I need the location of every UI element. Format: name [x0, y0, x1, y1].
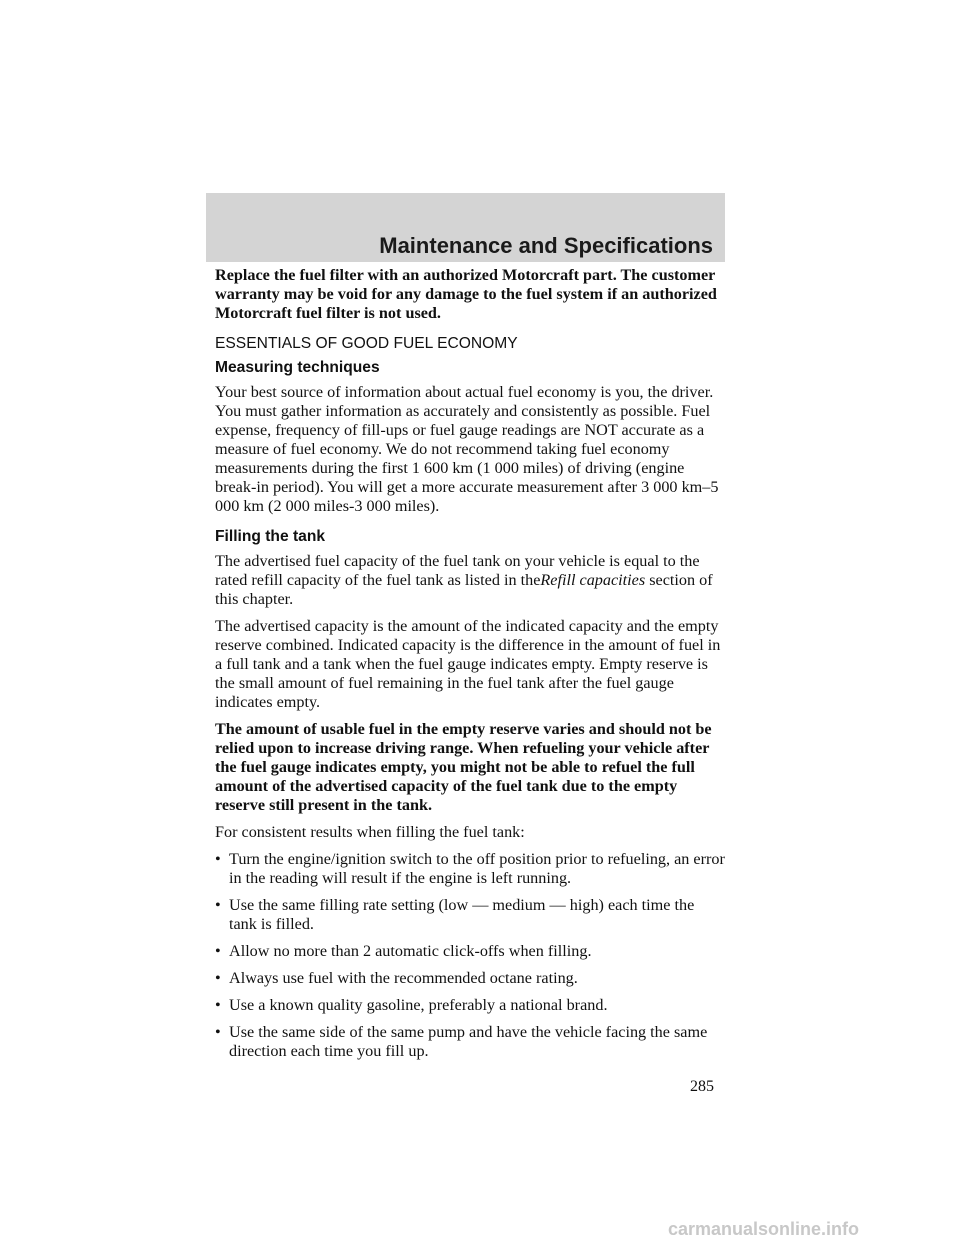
- list-item: [215, 969, 725, 988]
- consistent-results-intro: For consistent results when filling the fuel tank:: [215, 823, 525, 841]
- page-content: [215, 266, 725, 1069]
- bullet-icon: •: [215, 969, 221, 987]
- refill-capacity-paragraph: [215, 552, 725, 609]
- bullet-icon: •: [215, 996, 221, 1014]
- refill-capacity-tail: section of this chapter.: [215, 571, 713, 608]
- filling-tips-list: [215, 850, 725, 1061]
- list-item: [215, 1023, 725, 1061]
- page-number: 285: [690, 1078, 714, 1095]
- list-item-text: Use the same side of the same pump and have the vehicle facing the same direction each time you fill up.: [229, 1023, 708, 1060]
- list-item-text: Turn the engine/ignition switch to the off position prior to refueling, an error in the reading will result if the engine is left running.: [229, 850, 725, 887]
- measuring-techniques-paragraph: Your best source of information about actual fuel economy is you, the driver. You must gather information as accurately and consistently as possible. Fuel expense, frequency of fill-ups or fuel gauge readings are NOT accurate as a measure of fuel economy. We do not recommend taking fuel economy measurements during the first 1 600 km (1 000 miles) of driving (engine break-in period). You will get a more accurate measurement after 3 000 km–5 000 km (2 000 miles-3 000 miles).: [215, 383, 719, 515]
- refill-capacities-reference: Refill capacities: [540, 571, 646, 589]
- bullet-icon: •: [215, 1023, 221, 1041]
- section-header-band: [206, 193, 725, 262]
- list-item-text: Allow no more than 2 automatic click-offs when filling.: [229, 942, 592, 960]
- bullet-icon: •: [215, 850, 221, 868]
- empty-reserve-warning: The amount of usable fuel in the empty reserve varies and should not be relied upon to increase driving range. When refueling your vehicle after the fuel gauge indicates empty, you might not be able to refuel the full amount of the advertised capacity of the fuel tank due to the empty reserve still present in the tank.: [215, 720, 712, 814]
- filling-tank-heading: Filling the tank: [215, 528, 326, 545]
- list-item-text: Use the same filling rate setting (low — medium — high) each time the tank is filled.: [229, 896, 695, 933]
- watermark: carmanualsonline.info: [668, 1219, 860, 1239]
- measuring-techniques-heading: Measuring techniques: [215, 359, 380, 376]
- list-item: [215, 850, 725, 888]
- fuel-filter-warning: Replace the fuel filter with an authorized Motorcraft part. The customer warranty may be void for any damage to the fuel system if an authorized Motorcraft fuel filter is not used.: [215, 266, 717, 322]
- bullet-icon: •: [215, 942, 221, 960]
- list-item: [215, 996, 725, 1015]
- list-item-text: Always use fuel with the recommended octane rating.: [229, 969, 578, 987]
- list-item-text: Use a known quality gasoline, preferably a national brand.: [229, 996, 608, 1014]
- list-item: [215, 896, 725, 934]
- advertised-capacity-paragraph: The advertised capacity is the amount of the indicated capacity and the empty reserve combined. Indicated capacity is the difference in the amount of fuel in a full tank and a tank when the fuel gauge indicates empty. Empty reserve is the small amount of fuel remaining in the fuel tank after the fuel gauge indicates empty.: [215, 617, 721, 711]
- section-heading: ESSENTIALS OF GOOD FUEL ECONOMY: [215, 335, 518, 352]
- refill-capacity-text: The advertised fuel capacity of the fuel tank on your vehicle is equal to the rated refill capacity of the fuel tank as listed in the: [215, 552, 700, 589]
- bullet-icon: •: [215, 896, 221, 914]
- list-item: [215, 942, 725, 961]
- section-title: Maintenance and Specifications: [379, 233, 713, 258]
